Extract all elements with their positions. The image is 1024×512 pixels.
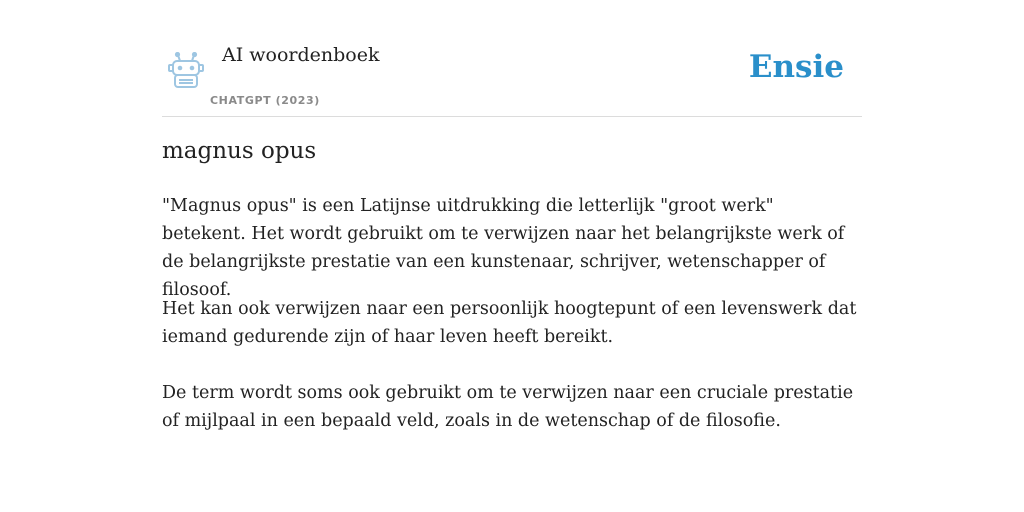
definition-paragraph-2: Het kan ook verwijzen naar een persoonlijk hoogtepunt of een levenswerk dat iemand gedurende zijn of haar leven heeft bereikt. [162,299,857,347]
brand-logo[interactable]: Ensie [748,49,844,85]
definition-paragraph-3: De term wordt soms ook gebruikt om te verwijzen naar een cruciale prestatie of mijlpaal in een bepaald veld, zoals in de wetenschap of de filosofie. [162,383,854,431]
entry-header [162,0,862,117]
robot-icon [166,52,206,90]
source-subtitle: CHATGPT (2023) [210,94,320,107]
definition-paragraph-1: "Magnus opus" is een Latijnse uitdrukking die letterlijk "groot werk" betekent. Het wordt gebruikt om te verwijzen naar het belangrijkste werk of de belangrijkste prestatie van een kunstenaar, schrijver, wetenschapper of filosoof. [162,196,845,300]
source-title[interactable]: AI woordenboek [222,44,380,66]
entry-container [162,0,862,431]
entry-term: magnus opus [162,138,317,164]
